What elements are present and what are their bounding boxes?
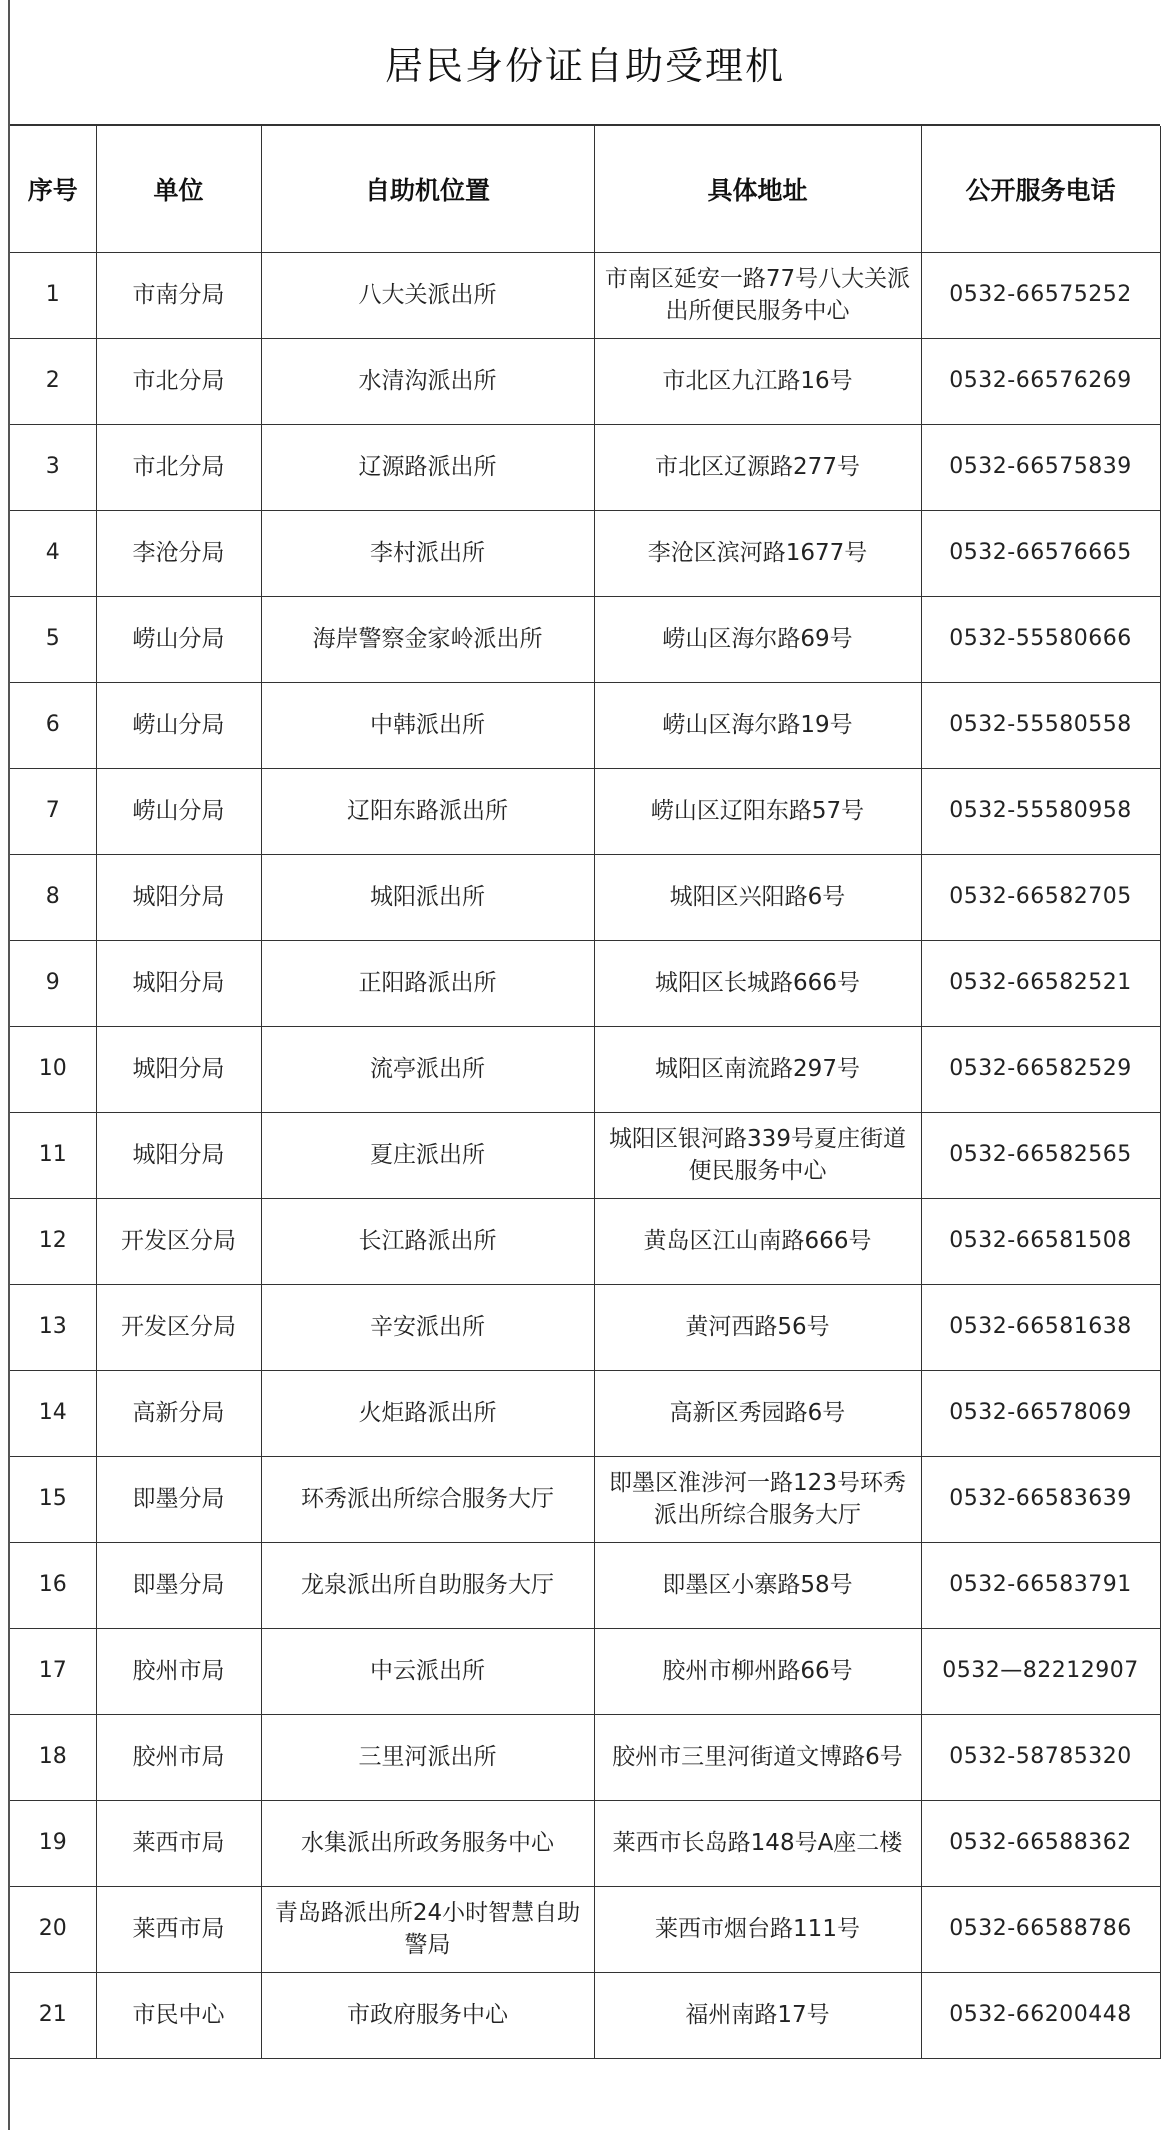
cell-address: 胶州市柳州路66号 [594, 1628, 921, 1714]
cell-location: 八大关派出所 [261, 252, 594, 338]
table-row [10, 682, 1160, 768]
cell-address: 莱西市烟台路111号 [594, 1886, 921, 1972]
cell-seq: 4 [10, 510, 96, 596]
table-row [10, 940, 1160, 1026]
table-row [10, 1886, 1160, 1972]
cell-seq: 10 [10, 1026, 96, 1112]
cell-unit: 胶州市局 [96, 1628, 261, 1714]
cell-phone: 0532-66575839 [921, 424, 1160, 510]
table-row [10, 768, 1160, 854]
header-phone: 公开服务电话 [921, 126, 1160, 252]
cell-unit: 莱西市局 [96, 1800, 261, 1886]
cell-address: 崂山区海尔路69号 [594, 596, 921, 682]
table-row [10, 1800, 1160, 1886]
cell-phone: 0532-66583639 [921, 1456, 1160, 1542]
header-address: 具体地址 [594, 126, 921, 252]
cell-seq: 9 [10, 940, 96, 1026]
cell-unit: 崂山分局 [96, 768, 261, 854]
cell-seq: 1 [10, 252, 96, 338]
cell-location: 中云派出所 [261, 1628, 594, 1714]
cell-location: 海岸警察金家岭派出所 [261, 596, 594, 682]
cell-location: 水清沟派出所 [261, 338, 594, 424]
table-row [10, 1714, 1160, 1800]
cell-address: 市北区九江路16号 [594, 338, 921, 424]
cell-seq: 19 [10, 1800, 96, 1886]
cell-phone: 0532-55580666 [921, 596, 1160, 682]
cell-seq: 6 [10, 682, 96, 768]
cell-location: 辽源路派出所 [261, 424, 594, 510]
table-row [10, 1026, 1160, 1112]
cell-phone: 0532-66575252 [921, 252, 1160, 338]
cell-unit: 城阳分局 [96, 940, 261, 1026]
cell-address: 城阳区长城路666号 [594, 940, 921, 1026]
cell-unit: 市北分局 [96, 338, 261, 424]
cell-address: 即墨区淮涉河一路123号环秀派出所综合服务大厅 [594, 1456, 921, 1542]
cell-unit: 崂山分局 [96, 596, 261, 682]
cell-address: 城阳区银河路339号夏庄街道便民服务中心 [594, 1112, 921, 1198]
cell-phone: 0532-66582521 [921, 940, 1160, 1026]
cell-unit: 市民中心 [96, 1972, 261, 2058]
cell-seq: 11 [10, 1112, 96, 1198]
cell-address: 崂山区海尔路19号 [594, 682, 921, 768]
cell-location: 中韩派出所 [261, 682, 594, 768]
cell-phone: 0532-55580958 [921, 768, 1160, 854]
cell-location: 正阳路派出所 [261, 940, 594, 1026]
table-row [10, 1456, 1160, 1542]
spreadsheet-sheet [8, 0, 1158, 2130]
cell-phone: 0532-66578069 [921, 1370, 1160, 1456]
cell-phone: 0532—82212907 [921, 1628, 1160, 1714]
cell-location: 市政府服务中心 [261, 1972, 594, 2058]
cell-location: 环秀派出所综合服务大厅 [261, 1456, 594, 1542]
cell-address: 胶州市三里河街道文博路6号 [594, 1714, 921, 1800]
cell-seq: 12 [10, 1198, 96, 1284]
cell-location: 夏庄派出所 [261, 1112, 594, 1198]
cell-unit: 城阳分局 [96, 1112, 261, 1198]
table-row [10, 252, 1160, 338]
cell-location: 李村派出所 [261, 510, 594, 596]
cell-seq: 16 [10, 1542, 96, 1628]
table-row [10, 1112, 1160, 1198]
cell-seq: 18 [10, 1714, 96, 1800]
cell-phone: 0532-66582565 [921, 1112, 1160, 1198]
table-row [10, 1628, 1160, 1714]
cell-address: 市南区延安一路77号八大关派出所便民服务中心 [594, 252, 921, 338]
header-row [10, 126, 1160, 252]
kiosk-table [10, 126, 1161, 2059]
cell-location: 龙泉派出所自助服务大厅 [261, 1542, 594, 1628]
cell-seq: 8 [10, 854, 96, 940]
cell-unit: 市北分局 [96, 424, 261, 510]
cell-seq: 15 [10, 1456, 96, 1542]
cell-phone: 0532-66576665 [921, 510, 1160, 596]
table-row [10, 854, 1160, 940]
cell-seq: 17 [10, 1628, 96, 1714]
cell-unit: 城阳分局 [96, 1026, 261, 1112]
cell-location: 三里河派出所 [261, 1714, 594, 1800]
cell-phone: 0532-66581508 [921, 1198, 1160, 1284]
cell-address: 黄河西路56号 [594, 1284, 921, 1370]
cell-seq: 2 [10, 338, 96, 424]
cell-seq: 14 [10, 1370, 96, 1456]
header-location: 自助机位置 [261, 126, 594, 252]
table-row [10, 424, 1160, 510]
cell-phone: 0532-66588362 [921, 1800, 1160, 1886]
table-row [10, 338, 1160, 424]
table-title: 居民身份证自助受理机 [10, 0, 1160, 126]
cell-address: 崂山区辽阳东路57号 [594, 768, 921, 854]
cell-unit: 城阳分局 [96, 854, 261, 940]
cell-unit: 开发区分局 [96, 1198, 261, 1284]
table-row [10, 1198, 1160, 1284]
table-row [10, 596, 1160, 682]
cell-seq: 5 [10, 596, 96, 682]
cell-phone: 0532-66576269 [921, 338, 1160, 424]
table-row [10, 1284, 1160, 1370]
cell-seq: 3 [10, 424, 96, 510]
cell-address: 城阳区兴阳路6号 [594, 854, 921, 940]
cell-address: 福州南路17号 [594, 1972, 921, 2058]
cell-phone: 0532-55580558 [921, 682, 1160, 768]
cell-seq: 7 [10, 768, 96, 854]
cell-seq: 21 [10, 1972, 96, 2058]
cell-phone: 0532-66588786 [921, 1886, 1160, 1972]
cell-unit: 市南分局 [96, 252, 261, 338]
cell-unit: 开发区分局 [96, 1284, 261, 1370]
cell-phone: 0532-66582529 [921, 1026, 1160, 1112]
header-unit: 单位 [96, 126, 261, 252]
cell-address: 莱西市长岛路148号A座二楼 [594, 1800, 921, 1886]
cell-address: 市北区辽源路277号 [594, 424, 921, 510]
cell-location: 火炬路派出所 [261, 1370, 594, 1456]
cell-address: 高新区秀园路6号 [594, 1370, 921, 1456]
cell-unit: 李沧分局 [96, 510, 261, 596]
cell-location: 流亭派出所 [261, 1026, 594, 1112]
cell-unit: 胶州市局 [96, 1714, 261, 1800]
table-row [10, 1972, 1160, 2058]
cell-location: 辛安派出所 [261, 1284, 594, 1370]
cell-location: 水集派出所政务服务中心 [261, 1800, 594, 1886]
cell-location: 青岛路派出所24小时智慧自助警局 [261, 1886, 594, 1972]
cell-seq: 20 [10, 1886, 96, 1972]
cell-location: 长江路派出所 [261, 1198, 594, 1284]
cell-phone: 0532-66581638 [921, 1284, 1160, 1370]
table-row [10, 1370, 1160, 1456]
cell-address: 黄岛区江山南路666号 [594, 1198, 921, 1284]
cell-unit: 高新分局 [96, 1370, 261, 1456]
cell-phone: 0532-66582705 [921, 854, 1160, 940]
cell-address: 城阳区南流路297号 [594, 1026, 921, 1112]
cell-unit: 即墨分局 [96, 1542, 261, 1628]
cell-phone: 0532-66583791 [921, 1542, 1160, 1628]
cell-unit: 崂山分局 [96, 682, 261, 768]
cell-seq: 13 [10, 1284, 96, 1370]
cell-address: 李沧区滨河路1677号 [594, 510, 921, 596]
table-row [10, 1542, 1160, 1628]
cell-phone: 0532-66200448 [921, 1972, 1160, 2058]
cell-location: 城阳派出所 [261, 854, 594, 940]
cell-phone: 0532-58785320 [921, 1714, 1160, 1800]
table-row [10, 510, 1160, 596]
cell-location: 辽阳东路派出所 [261, 768, 594, 854]
header-seq: 序号 [10, 126, 96, 252]
cell-unit: 莱西市局 [96, 1886, 261, 1972]
cell-unit: 即墨分局 [96, 1456, 261, 1542]
cell-address: 即墨区小寨路58号 [594, 1542, 921, 1628]
